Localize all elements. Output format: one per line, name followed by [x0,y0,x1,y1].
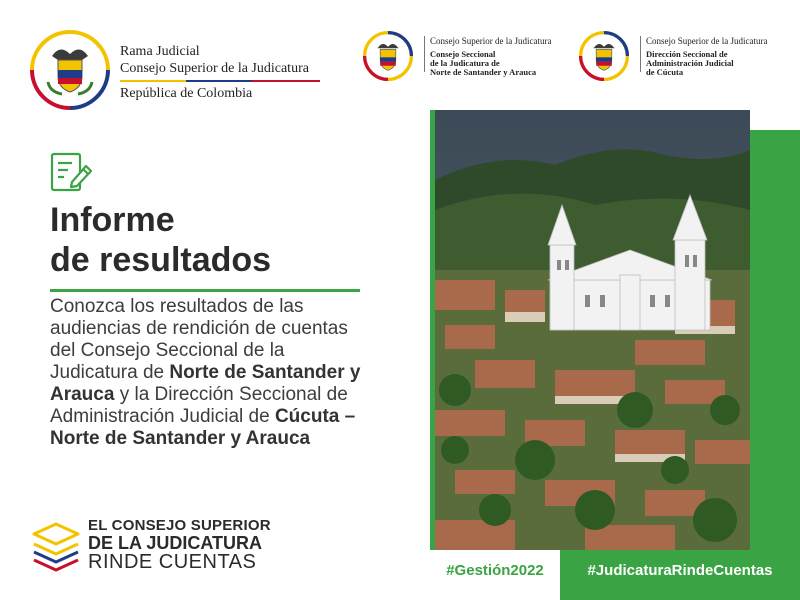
title-line: de resultados [50,241,272,279]
logo-bold-text [430,50,570,77]
description-text [50,296,370,450]
logo-top-text: Consejo Superior de la Judicatura [646,36,768,46]
page-title [50,200,370,280]
document-edit-icon [50,150,94,194]
rama-judicial-text: Rama Judicial [120,44,200,59]
logo-divider [424,36,425,72]
logo-line: de la Judicatura de [430,58,500,68]
logo-divider [640,36,641,72]
coat-of-arms-icon [362,30,414,82]
logo-line: de Cúcuta [646,67,684,77]
coat-of-arms-icon [578,30,630,82]
desc-text: y la Dirección Seccional de Administración Judicial de [50,384,348,427]
cathedral-city-photo [430,110,750,550]
direccion-seccional-logo [646,36,791,77]
flag-divider [120,80,320,82]
rama-judicial-logo [120,44,320,102]
logo-line: Norte de Santander y Arauca [430,67,537,77]
logo-line: Administración Judicial [646,58,734,68]
consejo-superior-text: Consejo Superior de la Judicatura [120,61,309,76]
title-divider [50,289,360,292]
brand-line: EL CONSEJO SUPERIOR [88,517,271,534]
coat-of-arms-icon [30,30,110,110]
hashtag-gestion: #Gestión2022 [446,562,544,579]
cathedral-illustration [435,110,750,550]
brand-line: DE LA JUDICATURA [88,533,262,553]
title-line: Informe [50,201,175,239]
consejo-seccional-logo [430,36,570,77]
hashtag-judicatura: #JudicaturaRindeCuentas [587,562,773,579]
desc-text: Conozca los resultados de las audiencias de rendición de cuentas del Consejo Seccional de la Judicatura de [50,296,348,383]
desc-bold-text: Cúcuta – Norte de Santander y Arauca [50,406,356,449]
logo-line: Dirección Seccional de [646,49,728,59]
brand-line: RINDE CUENTAS [88,551,257,573]
logo-bold-text [646,50,791,77]
republica-text: República de Colombia [120,86,253,101]
desc-bold-text: Norte de Santander y Arauca [50,362,361,405]
logo-line: Consejo Seccional [430,49,496,59]
rinde-cuentas-logo-icon [28,520,84,572]
logo-top-text: Consejo Superior de la Judicatura [430,36,552,46]
rinde-cuentas-brand [88,518,271,572]
